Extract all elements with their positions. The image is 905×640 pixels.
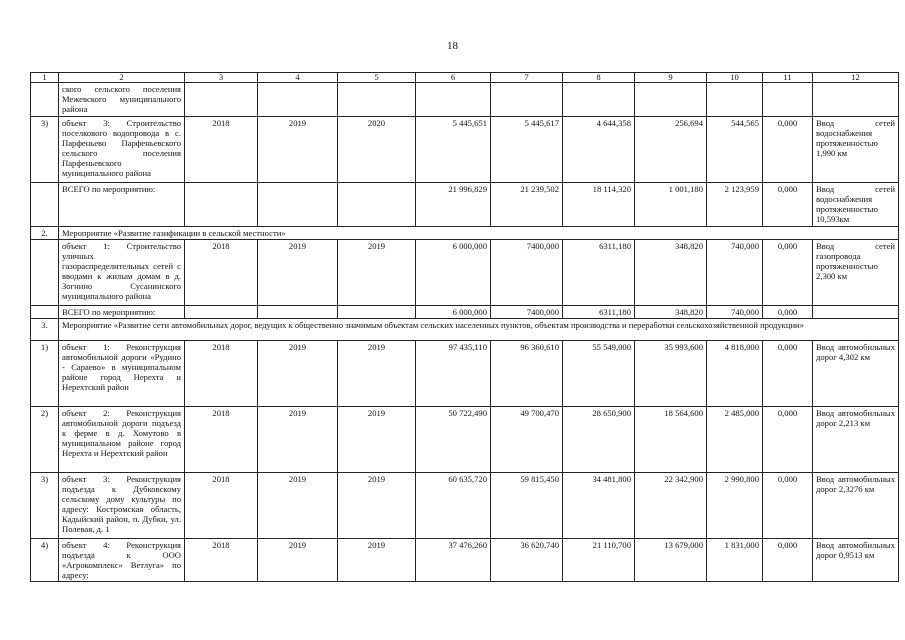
column-header: 1 bbox=[31, 73, 59, 83]
row-number-cell bbox=[31, 306, 59, 319]
object-name-cell: объект 3: Строительство поселкового водопровода в с. Парфеньево Парфеньевского сельского поселения Парфеньевского муниципального района bbox=[59, 117, 185, 183]
amount-cell: 740,000 bbox=[707, 240, 763, 306]
year-commission-cell: 2019 bbox=[338, 240, 416, 306]
amount-cell: 544,565 bbox=[707, 117, 763, 183]
page-number: 18 bbox=[447, 40, 458, 52]
year-start-cell: 2018 bbox=[185, 473, 258, 539]
section-row bbox=[31, 319, 899, 341]
year-commission-cell bbox=[338, 306, 416, 319]
amount-cell: 13 679,000 bbox=[635, 539, 707, 582]
row-number-cell: 3) bbox=[31, 117, 59, 183]
amount-cell: 0,000 bbox=[763, 473, 813, 539]
amount-cell: 348,820 bbox=[635, 240, 707, 306]
column-header: 6 bbox=[416, 73, 491, 83]
amount-cell: 6 000,000 bbox=[416, 306, 491, 319]
result-cell: Ввод автомобильных дорог 2,3276 км bbox=[813, 473, 899, 539]
amount-cell: 7400,000 bbox=[491, 240, 563, 306]
total-label-cell: ВСЕГО по мероприятию: bbox=[59, 183, 185, 227]
year-end-cell: 2019 bbox=[258, 117, 338, 183]
amount-cell: 0,000 bbox=[763, 240, 813, 306]
total-label-cell: ВСЕГО по мероприятию: bbox=[59, 306, 185, 319]
year-end-cell: 2019 bbox=[258, 539, 338, 582]
table-row bbox=[31, 240, 899, 306]
amount-cell bbox=[635, 83, 707, 117]
header-row bbox=[31, 73, 899, 83]
amount-cell: 0,000 bbox=[763, 539, 813, 582]
column-header: 7 bbox=[491, 73, 563, 83]
table-row bbox=[31, 83, 899, 117]
object-name-cell: объект 4: Реконструкция подъезда к ООО «Агрокомплекс» Ветлуга» по адресу: bbox=[59, 539, 185, 582]
year-commission-cell bbox=[338, 83, 416, 117]
amount-cell: 256,694 bbox=[635, 117, 707, 183]
amount-cell bbox=[416, 83, 491, 117]
table-row bbox=[31, 539, 899, 582]
amount-cell: 5 445,651 bbox=[416, 117, 491, 183]
column-header: 10 bbox=[707, 73, 763, 83]
column-header: 8 bbox=[563, 73, 635, 83]
budget-table bbox=[30, 72, 899, 582]
amount-cell: 28 650,900 bbox=[563, 407, 635, 473]
year-start-cell bbox=[185, 183, 258, 227]
amount-cell: 97 435,110 bbox=[416, 341, 491, 407]
year-end-cell: 2019 bbox=[258, 407, 338, 473]
result-cell: Ввод сетей водоснабжения протяженностью 10,593км bbox=[813, 183, 899, 227]
year-commission-cell: 2020 bbox=[338, 117, 416, 183]
table-row bbox=[31, 407, 899, 473]
object-name-cell: объект 1: Реконструкция автомобильной дороги «Рудино - Сараево» в муниципальном районе город Нерехта и Нерехтский район bbox=[59, 341, 185, 407]
column-header: 9 bbox=[635, 73, 707, 83]
amount-cell: 59 815,450 bbox=[491, 473, 563, 539]
year-end-cell bbox=[258, 83, 338, 117]
amount-cell: 1 001,180 bbox=[635, 183, 707, 227]
year-start-cell bbox=[185, 306, 258, 319]
amount-cell: 18 564,600 bbox=[635, 407, 707, 473]
amount-cell bbox=[763, 83, 813, 117]
year-end-cell: 2019 bbox=[258, 341, 338, 407]
amount-cell: 0,000 bbox=[763, 306, 813, 319]
amount-cell: 49 700,470 bbox=[491, 407, 563, 473]
result-cell: Ввод сетей газопровода протяженностью 2,300 км bbox=[813, 240, 899, 306]
amount-cell: 4 818,000 bbox=[707, 341, 763, 407]
row-number-cell: 3) bbox=[31, 473, 59, 539]
amount-cell: 0,000 bbox=[763, 407, 813, 473]
table-row bbox=[31, 473, 899, 539]
year-start-cell: 2018 bbox=[185, 341, 258, 407]
column-header: 12 bbox=[813, 73, 899, 83]
amount-cell: 21 996,829 bbox=[416, 183, 491, 227]
year-commission-cell: 2019 bbox=[338, 539, 416, 582]
column-header: 5 bbox=[338, 73, 416, 83]
section-row bbox=[31, 227, 899, 240]
year-end-cell bbox=[258, 306, 338, 319]
amount-cell: 1 831,000 bbox=[707, 539, 763, 582]
amount-cell: 6 000,000 bbox=[416, 240, 491, 306]
section-title-cell: Мероприятие «Развитие сети автомобильных дорог, ведущих к общественно значимым объектам сельских населенных пунктов, объектам производства и переработки сельскохозяйственной продукции» bbox=[59, 319, 899, 341]
column-header: 2 bbox=[59, 73, 185, 83]
table-row bbox=[31, 117, 899, 183]
object-name-cell: объект 1: Строительство уличных газораспределительных сетей с вводами к жилым домам в д. Зогнино Сусанинского муниципального района bbox=[59, 240, 185, 306]
column-header: 4 bbox=[258, 73, 338, 83]
amount-cell: 35 993,600 bbox=[635, 341, 707, 407]
amount-cell: 740,000 bbox=[707, 306, 763, 319]
result-cell: Ввод автомобильных дорог 4,302 км bbox=[813, 341, 899, 407]
amount-cell: 21 110,700 bbox=[563, 539, 635, 582]
total-row bbox=[31, 306, 899, 319]
object-name-cell: объект 2: Реконструкция автомобильной дороги подъезд к ферме в д. Хомутово в муниципальном районе город Нерехта и Нерехтский район bbox=[59, 407, 185, 473]
section-title-cell: Мероприятие «Развитие газификации в сельской местности» bbox=[59, 227, 899, 240]
amount-cell: 6311,180 bbox=[563, 240, 635, 306]
row-number-cell bbox=[31, 240, 59, 306]
row-number-cell bbox=[31, 183, 59, 227]
amount-cell: 0,000 bbox=[763, 183, 813, 227]
row-number-cell: 2) bbox=[31, 407, 59, 473]
result-cell: Ввод сетей водоснабжения протяженностью 1,990 км bbox=[813, 117, 899, 183]
year-commission-cell: 2019 bbox=[338, 407, 416, 473]
result-cell bbox=[813, 83, 899, 117]
row-number-cell: 1) bbox=[31, 341, 59, 407]
year-end-cell: 2019 bbox=[258, 240, 338, 306]
row-number-cell: 2. bbox=[31, 227, 59, 240]
result-cell: Ввод автомобильных дорог 0,9513 км bbox=[813, 539, 899, 582]
column-header: 3 bbox=[185, 73, 258, 83]
amount-cell: 37 476,260 bbox=[416, 539, 491, 582]
table-row bbox=[31, 341, 899, 407]
total-row bbox=[31, 183, 899, 227]
amount-cell: 0,000 bbox=[763, 117, 813, 183]
year-start-cell: 2018 bbox=[185, 539, 258, 582]
amount-cell: 2 485,000 bbox=[707, 407, 763, 473]
year-commission-cell: 2019 bbox=[338, 341, 416, 407]
amount-cell: 50 722,490 bbox=[416, 407, 491, 473]
amount-cell: 36 620,740 bbox=[491, 539, 563, 582]
amount-cell: 34 481,800 bbox=[563, 473, 635, 539]
amount-cell: 2 990,800 bbox=[707, 473, 763, 539]
amount-cell bbox=[491, 83, 563, 117]
result-cell: Ввод автомобильных дорог 2,213 км bbox=[813, 407, 899, 473]
amount-cell: 18 114,320 bbox=[563, 183, 635, 227]
year-end-cell bbox=[258, 183, 338, 227]
result-cell bbox=[813, 306, 899, 319]
amount-cell: 96 360,610 bbox=[491, 341, 563, 407]
amount-cell: 2 123,959 bbox=[707, 183, 763, 227]
year-end-cell: 2019 bbox=[258, 473, 338, 539]
amount-cell: 21 239,502 bbox=[491, 183, 563, 227]
amount-cell: 0,000 bbox=[763, 341, 813, 407]
amount-cell bbox=[563, 83, 635, 117]
year-start-cell: 2018 bbox=[185, 407, 258, 473]
year-commission-cell bbox=[338, 183, 416, 227]
year-start-cell bbox=[185, 83, 258, 117]
column-header: 11 bbox=[763, 73, 813, 83]
row-number-cell: 4) bbox=[31, 539, 59, 582]
year-start-cell: 2018 bbox=[185, 117, 258, 183]
year-commission-cell: 2019 bbox=[338, 473, 416, 539]
amount-cell: 22 342,900 bbox=[635, 473, 707, 539]
object-name-cell: ского сельского поселения Межевского муниципального района bbox=[59, 83, 185, 117]
amount-cell: 348,820 bbox=[635, 306, 707, 319]
amount-cell: 6311,180 bbox=[563, 306, 635, 319]
amount-cell: 55 549,000 bbox=[563, 341, 635, 407]
year-start-cell: 2018 bbox=[185, 240, 258, 306]
row-number-cell bbox=[31, 83, 59, 117]
amount-cell: 60 635,720 bbox=[416, 473, 491, 539]
amount-cell: 5 445,617 bbox=[491, 117, 563, 183]
amount-cell: 7400,000 bbox=[491, 306, 563, 319]
amount-cell: 4 644,358 bbox=[563, 117, 635, 183]
object-name-cell: объект 3: Реконструкция подъезда к Дубковскому сельскому дому культуры по адресу: Костромская область, Кадыйский район, п. Дубки, ул. Полевая, д. 1 bbox=[59, 473, 185, 539]
row-number-cell: 3. bbox=[31, 319, 59, 341]
amount-cell bbox=[707, 83, 763, 117]
